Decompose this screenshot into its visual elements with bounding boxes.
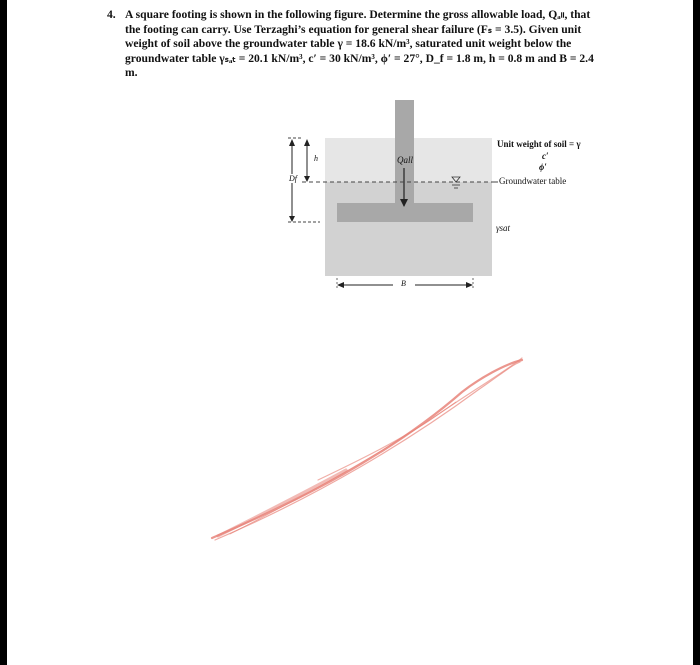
load-label: Qall	[397, 155, 414, 165]
b-arrow-right	[466, 282, 473, 288]
unit-weight-label: Unit weight of soil = γ	[497, 139, 581, 149]
problem-number: 4.	[107, 8, 116, 21]
h-arrow-bottom	[304, 176, 310, 182]
friction-label: ϕ′	[539, 162, 547, 172]
b-arrow-left	[337, 282, 344, 288]
df-arrow-top	[289, 139, 295, 146]
cohesion-label: c′	[542, 151, 549, 161]
b-label: B	[401, 279, 406, 288]
h-arrow-top	[304, 139, 310, 146]
df-label: Df	[289, 174, 297, 183]
h-label: h	[314, 154, 318, 163]
footing-pad	[337, 203, 473, 222]
gamma-sat-label: γsat	[496, 223, 511, 233]
groundwater-label: Groundwater table	[499, 176, 567, 186]
df-arrow-bottom	[289, 216, 295, 222]
red-scribble	[212, 358, 522, 540]
problem-text: A square footing is shown in the following figure. Determine the gross allowable load, Qₐₗₗ, that the footing can carry. Use Terzaghi’s equation for general shear failure (Fₛ = 3.5). Given unit weight of soil above the groundwater table γ = 18.6 kN/m³, saturated unit weight below the groundwater table γₛₐₜ = 20.1 kN/m³, c′ = 30 kN/m³, ϕ′ = 27°, D_f = 1.8 m, h = 0.8 m and B = 2.4 m.	[125, 8, 594, 80]
